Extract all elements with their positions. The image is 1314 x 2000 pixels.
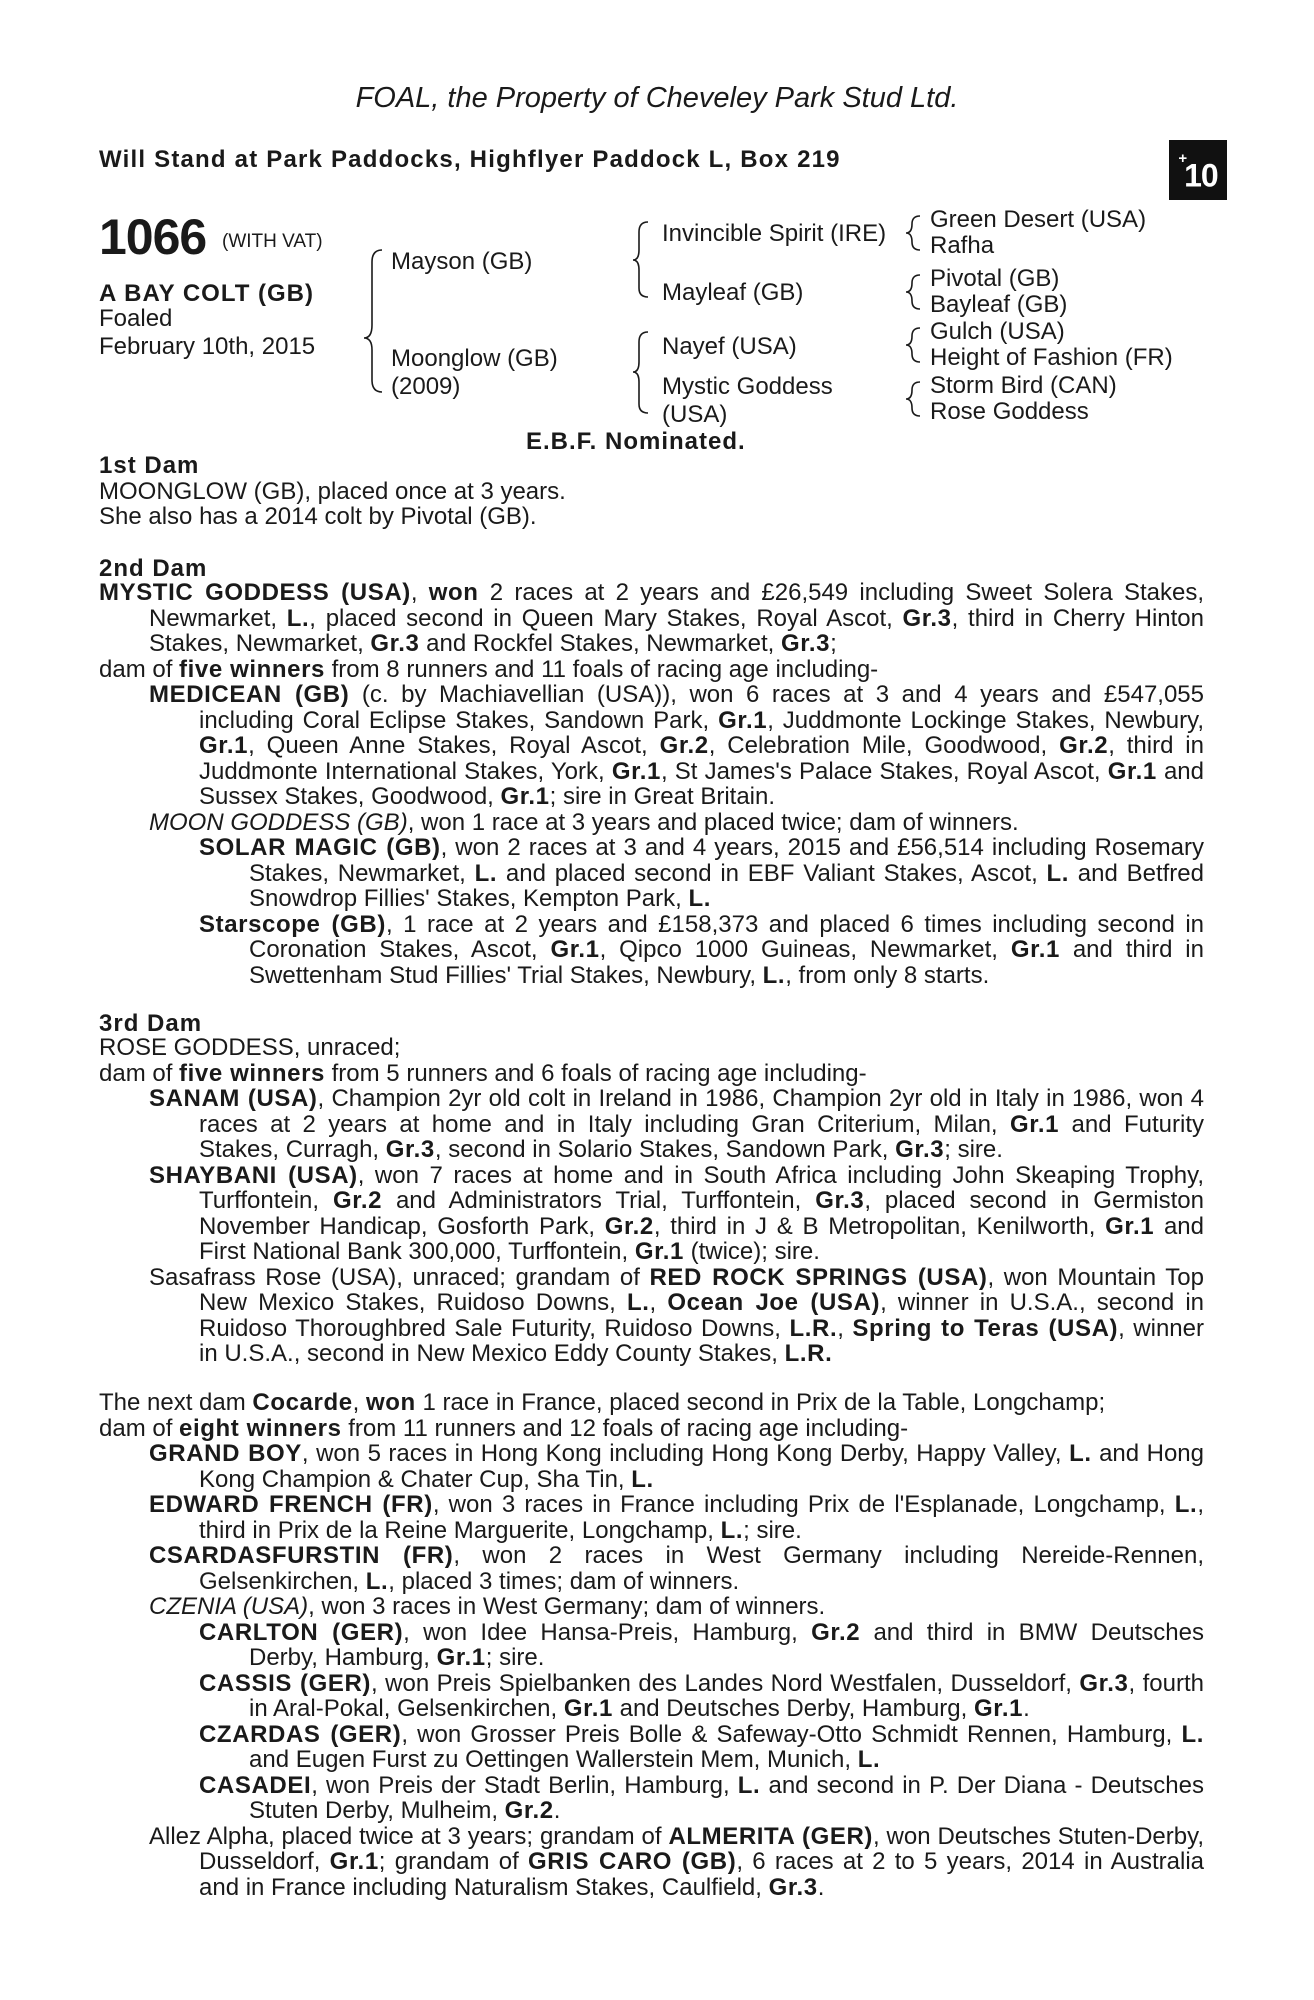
- entry: EDWARD FRENCH (FR), won 3 races in France including Prix de l'Esplanade, Longchamp, L., third in Prix de la Reine Marguerite, Longchamp, L.; sire.: [149, 1491, 1204, 1544]
- dam-dam-line1: Mystic Goddess: [662, 373, 833, 400]
- sire: Mayson (GB): [391, 248, 533, 275]
- badge-plus: +: [1178, 150, 1187, 167]
- entry: GRAND BOY, won 5 races in Hong Kong including Hong Kong Derby, Happy Valley, L. and Hong Kong Champion & Chater Cup, Sha Tin, L.: [149, 1440, 1204, 1493]
- ddd: Rose Goddess: [930, 398, 1089, 425]
- sdd: Bayleaf (GB): [930, 291, 1068, 318]
- dam-year: (2009): [391, 373, 461, 400]
- page-title: FOAL, the Property of Cheveley Park Stud Ltd.: [355, 82, 959, 114]
- vat-label: (WITH VAT): [222, 231, 323, 252]
- ebf-nominated: E.B.F. Nominated.: [526, 428, 746, 455]
- dsd: Height of Fashion (FR): [930, 344, 1173, 371]
- entry: ROSE GODDESS, unraced;: [99, 1034, 401, 1061]
- next-dam-body: [99, 1390, 1204, 1900]
- entry: dam of eight winners from 11 runners and 12 foals of racing age including-: [99, 1414, 909, 1442]
- first-dam-line: She also has a 2014 colt by Pivotal (GB).: [99, 503, 537, 530]
- third-dam-heading: 3rd Dam: [99, 1010, 203, 1037]
- stand-location: Will Stand at Park Paddocks, Highflyer Paddock L, Box 219: [99, 146, 841, 173]
- sss: Green Desert (USA): [930, 206, 1147, 233]
- third-dam-body: [99, 1035, 1204, 1367]
- entry: CZENIA (USA), won 3 races in West Germany; dam of winners.: [149, 1593, 826, 1620]
- first-dam-line: MOONGLOW (GB), placed once at 3 years.: [99, 478, 566, 505]
- entry: MEDICEAN (GB) (c. by Machiavellian (USA)), won 6 races at 3 and 4 years and £547,055 including Coral Eclipse Stakes, Sandown Park, Gr.1, Juddmonte Lockinge Stakes, Newbury, Gr.1, Queen Anne Stakes, Royal Ascot, Gr.2, Celebration Mile, Goodwood, Gr.2, third in Juddmonte International Stakes, York, Gr.1, St James's Palace Stakes, Royal Ascot, Gr.1 and Sussex Stakes, Goodwood, Gr.1; sire in Great Britain.: [149, 681, 1205, 810]
- entry: Starscope (GB), 1 race at 2 years and £158,373 and placed 6 times including second in Coronation Stakes, Ascot, Gr.1, Qipco 1000 Guineas, Newmarket, Gr.1 and third in Swettenham Stud Fillies' Trial Stakes, Newbury, L., from only 8 starts.: [199, 910, 1204, 989]
- sire-sire: Invincible Spirit (IRE): [662, 220, 887, 247]
- entry: SANAM (USA), Champion 2yr old colt in Ireland in 1986, Champion 2yr old in Italy in 1986, won 4 races at 2 years at home and in Italy including Gran Criterium, Milan, Gr.1 and Futurity Stakes, Curragh, Gr.3, second in Solario Stakes, Sandown Park, Gr.3; sire.: [149, 1085, 1204, 1163]
- badge-number: 10: [1184, 157, 1218, 194]
- dam-dam-line2: (USA): [662, 401, 728, 428]
- entry: MOON GODDESS (GB), won 1 race at 3 years and placed twice; dam of winners.: [149, 808, 1019, 836]
- ssd: Rafha: [930, 232, 995, 259]
- lot-name: A BAY COLT (GB): [99, 280, 315, 307]
- entry: CASSIS (GER), won Preis Spielbanken des Landes Nord Westfalen, Dusseldorf, Gr.3, fourth in Aral-Pokal, Gelsenkirchen, Gr.1 and Deutsches Derby, Hamburg, Gr.1.: [199, 1669, 1204, 1722]
- entry: MYSTIC GODDESS (USA), won 2 races at 2 years and £26,549 including Sweet Solera Stakes, Newmarket, L., placed second in Queen Mary Stakes, Royal Ascot, Gr.3, third in Cherry Hinton Stakes, Newmarket, Gr.3 and Rockfel Stakes, Newmarket, Gr.3;: [99, 579, 1204, 657]
- entry: Allez Alpha, placed twice at 3 years; grandam of ALMERITA (GER), won Deutsches Stuten-Derby, Dusseldorf, Gr.1; grandam of GRIS CARO (GB), 6 races at 2 to 5 years, 2014 in Australia and in France including Naturalism Stakes, Caulfield, Gr.3.: [149, 1822, 1204, 1901]
- entry: Sasafrass Rose (USA), unraced; grandam of RED ROCK SPRINGS (USA), won Mountain Top New Mexico Stakes, Ruidoso Downs, L., Ocean Joe (USA), winner in U.S.A., second in Ruidoso Thoroughbred Sale Futurity, Ruidoso Downs, L.R., Spring to Teras (USA), winner in U.S.A., second in New Mexico Eddy County Stakes, L.R.: [149, 1263, 1205, 1367]
- dss: Gulch (USA): [930, 318, 1065, 345]
- sds: Pivotal (GB): [930, 265, 1060, 292]
- entry: CARLTON (GER), won Idee Hansa-Preis, Hamburg, Gr.2 and third in BMW Deutsches Derby, Hamburg, Gr.1; sire.: [199, 1618, 1205, 1671]
- first-dam-heading: 1st Dam: [99, 452, 200, 479]
- entry: SOLAR MAGIC (GB), won 2 races at 3 and 4 years, 2015 and £56,514 including Rosemary Stakes, Newmarket, L. and placed second in EBF Valiant Stakes, Ascot, L. and Betfred Snowdrop Fillies' Stakes, Kempton Park, L.: [199, 834, 1204, 912]
- entry: CASADEI, won Preis der Stadt Berlin, Hamburg, L. and second in P. Der Diana - Deutsches Stuten Derby, Mulheim, Gr.2.: [199, 1771, 1204, 1824]
- entry: The next dam Cocarde, won 1 race in France, placed second in Prix de la Table, Longchamp;: [99, 1389, 1106, 1416]
- dds: Storm Bird (CAN): [930, 372, 1117, 399]
- entry: dam of five winners from 5 runners and 6 foals of racing age including-: [99, 1059, 867, 1087]
- foaled-label: Foaled: [99, 305, 173, 332]
- foaled-date: February 10th, 2015: [99, 333, 316, 360]
- dam: Moonglow (GB): [391, 345, 558, 372]
- entry: CSARDASFURSTIN (FR), won 2 races in West Germany including Nereide-Rennen, Gelsenkirchen, L., placed 3 times; dam of winners.: [149, 1542, 1204, 1595]
- entry: SHAYBANI (USA), won 7 races at home and in South Africa including John Skeaping Trophy, Turffontein, Gr.2 and Administrators Trial, Turffontein, Gr.3, placed second in Germiston November Handicap, Gosforth Park, Gr.2, third in J & B Metropolitan, Kenilworth, Gr.1 and First National Bank 300,000, Turffontein, Gr.1 (twice); sire.: [149, 1161, 1204, 1265]
- second-dam-body: [99, 580, 1204, 988]
- sire-dam: Mayleaf (GB): [662, 279, 804, 306]
- dam-sire: Nayef (USA): [662, 333, 797, 360]
- entry: dam of five winners from 8 runners and 11 foals of racing age including-: [99, 655, 879, 683]
- entry: CZARDAS (GER), won Grosser Preis Bolle & Safeway-Otto Schmidt Rennen, Hamburg, L. and Eugen Furst zu Oettingen Wallerstein Mem, Munich, L.: [199, 1720, 1204, 1773]
- second-dam-heading: 2nd Dam: [99, 555, 208, 582]
- lot-number: 1066: [99, 209, 207, 265]
